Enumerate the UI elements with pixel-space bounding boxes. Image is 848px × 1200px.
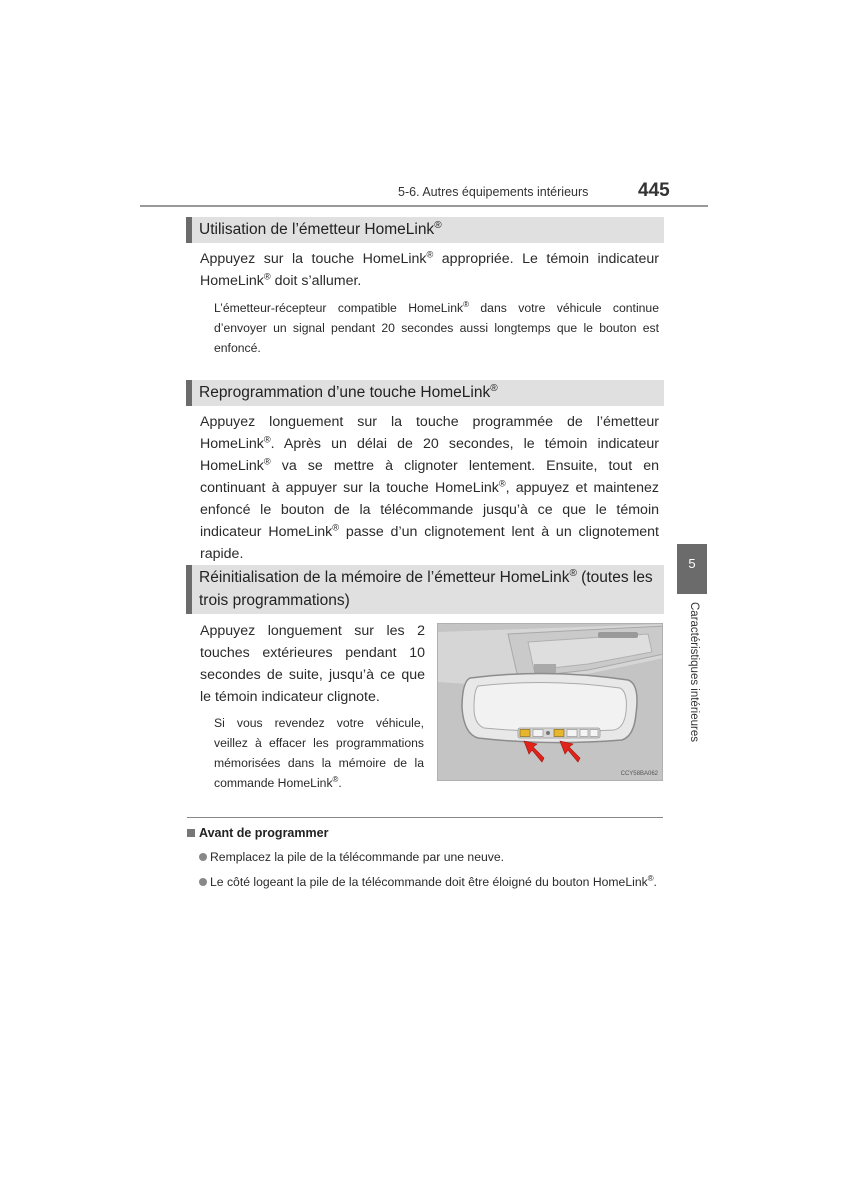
- chapter-side-label: Caractéristiques intérieures: [688, 602, 700, 742]
- bullet-dot-icon: [199, 853, 207, 861]
- mirror-illustration: [438, 624, 663, 781]
- list-item: Remplacez la pile de la télécommande par une neuve.: [199, 848, 664, 866]
- bullet-list: [199, 848, 664, 898]
- header-rule: [140, 205, 708, 207]
- chapter-tab: 5: [677, 544, 707, 594]
- bullets-heading: Avant de programmer: [187, 826, 328, 840]
- separator-rule: [187, 817, 663, 818]
- running-header-section: 5-6. Autres équipements intérieurs: [398, 185, 589, 199]
- section-title-reinitialisation: Réinitialisation de la mémoire de l’émetteur HomeLink® (toutes les trois programmations): [186, 565, 664, 614]
- section-title-reprogrammation: Reprogrammation d’une touche HomeLink®: [186, 380, 664, 406]
- note-utilisation: L’émetteur-récepteur compatible HomeLink® dans votre véhicule continue d’envoyer un signal pendant 20 secondes aussi longtemps que le bouton est enfoncé.: [214, 299, 659, 355]
- section-title-utilisation: Utilisation de l’émetteur HomeLink®: [186, 217, 664, 243]
- page-number: 445: [638, 180, 670, 201]
- paragraph-reprogrammation: Appuyez longuement sur la touche programmée de l’émetteur HomeLink®. Après un délai de 20 secondes, le témoin indicateur HomeLink® va se mettre à clignoter lentement. Ensuite, tout en continuant à appuyer sur la touche HomeLink®, appuyez et maintenez enfoncé le bouton de la télécommande jusqu’à ce que le témoin indicateur HomeLink® passe d’un clignotement lent à un clignotement rapide.: [200, 414, 659, 562]
- paragraph-utilisation: Appuyez sur la touche HomeLink® appropriée. Le témoin indicateur HomeLink® doit s’allumer.: [200, 249, 659, 289]
- figure-homelink-mirror: [437, 623, 663, 781]
- paragraph-reinitialisation: Appuyez longuement sur les 2 touches extérieures pendant 10 secondes de suite, jusqu’à ce que le témoin indicateur clignote.: [200, 623, 425, 705]
- bullet-dot-icon: [199, 878, 207, 886]
- figure-code: CCY58BA062: [620, 771, 658, 777]
- list-item: Le côté logeant la pile de la télécommande doit être éloigné du bouton HomeLink®.: [199, 873, 664, 891]
- square-bullet-icon: [187, 829, 195, 837]
- note-reinitialisation: Si vous revendez votre véhicule, veillez à effacer les programmations mémorisées dans la mémoire de la commande HomeLink®.: [214, 716, 424, 790]
